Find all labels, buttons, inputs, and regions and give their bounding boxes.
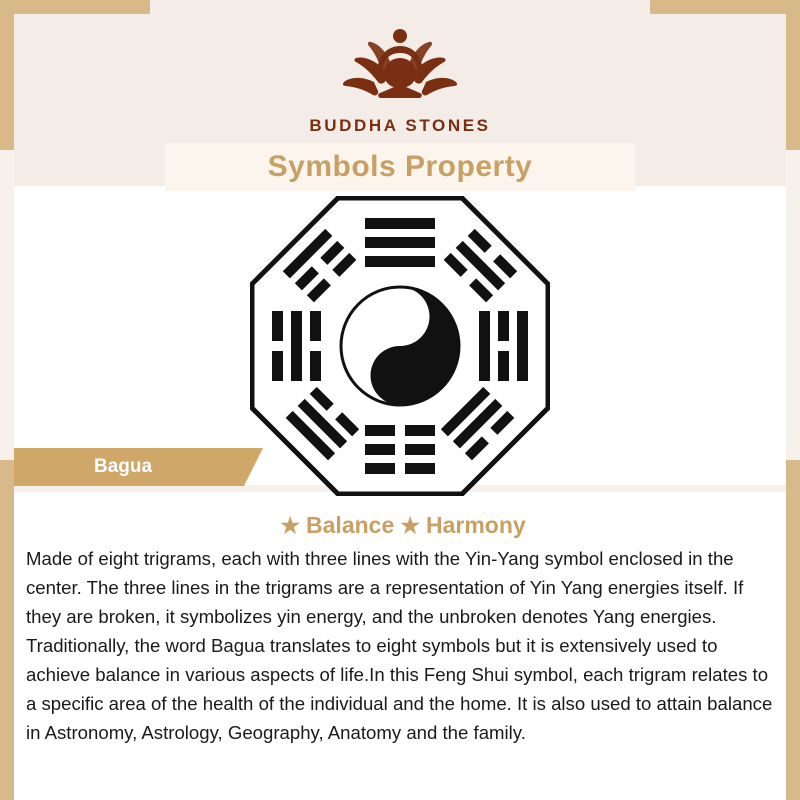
brand-name: BUDDHA STONES [309,116,491,135]
frame-top-left-horizontal [0,0,150,14]
subtitle-balance: Balance [306,512,395,538]
title-banner [165,143,635,191]
frame-bottom-right-vertical [786,460,800,800]
star-icon-right: ★ [400,513,420,538]
page-title: Symbols Property [267,150,533,183]
lotus-meditation-icon [0,22,800,112]
frame-top-right-horizontal [650,0,800,14]
frame-bottom-left-vertical [0,460,14,800]
bagua-yin-yang-icon [250,483,550,500]
brand-logo [0,22,800,136]
section-subtitle [0,512,800,539]
section-body-text: Made of eight trigrams, each with three lines with the Yin-Yang symbol enclosed in the center. The three lines in the trigrams are a representation of Yin Yang energies itself. If they are broken, it symbolizes yin energy, and the unbroken denotes Yang energies. Traditionally, the word Bagua translates to eight symbols but it is extensively used to achieve balance in various aspects of life.In this Feng Shui symbol, each trigram relates to a specific area of the health of the individual and the home. It is also used to attain balance in Astronomy, Astrology, Geography, Anatomy and the family. [26,548,773,743]
section-tab-label: Bagua [94,456,153,477]
subtitle-harmony: Harmony [425,512,526,538]
star-icon-left: ★ [280,513,301,538]
